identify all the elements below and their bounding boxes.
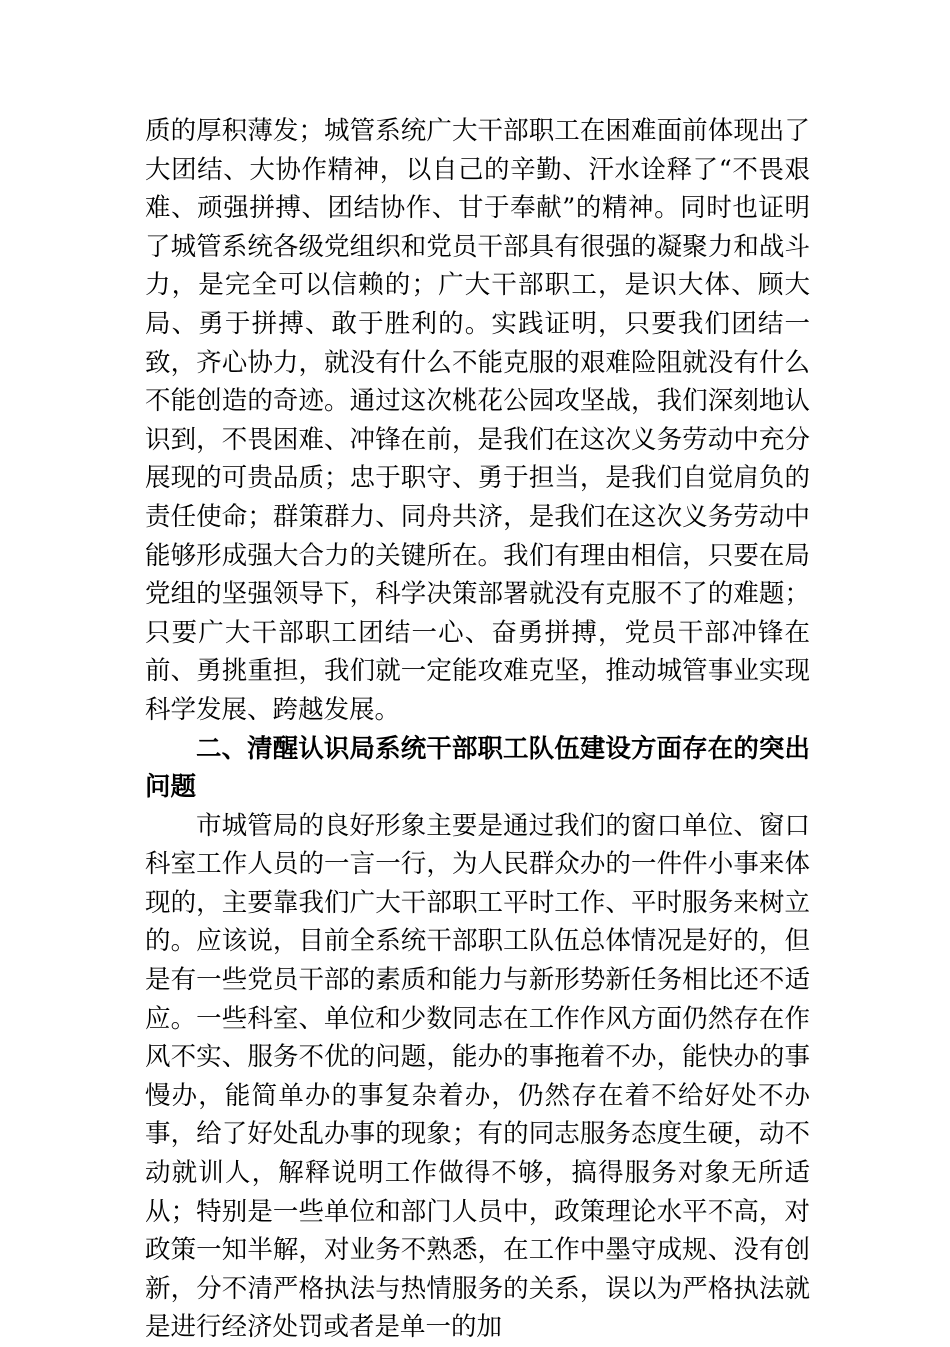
- document-page: [145, 112, 810, 1347]
- body-paragraph: 市城管局的良好形象主要是通过我们的窗口单位、窗口科室工作人员的一言一行，为人民群众办的一件件小事来体现的，主要靠我们广大干部职工平时工作、平时服务来树立的。应该说，目前全系统干部职工队伍总体情况是好的，但是有一些党员干部的素质和能力与新形势新任务相比还不适应。一些科室、单位和少数同志在工作作风方面仍然存在作风不实、服务不优的问题，能办的事拖着不办，能快办的事慢办，能简单办的事复杂着办，仍然存在着不给好处不办事，给了好处乱办事的现象；有的同志服务态度生硬，动不动就训人，解释说明工作做得不够，搞得服务对象无所适从；特别是一些单位和部门人员中，政策理论水平不高，对政策一知半解，对业务不熟悉，在工作中墨守成规、没有创新，分不清严格执法与热情服务的关系，误以为严格执法就是进行经济处罚或者是单一的加: [145, 810, 810, 1343]
- section-heading: 二、清醒认识局系统干部职工队伍建设方面存在的突出问题: [145, 733, 810, 803]
- body-paragraph-continued: 质的厚积薄发；城管系统广大干部职工在困难面前体现出了大团结、大协作精神，以自己的辛勤、汗水诠释了“不畏艰难、顽强拼搏、团结协作、甘于奉献”的精神。同时也证明了城管系统各级党组织和党员干部具有很强的凝聚力和战斗力，是完全可以信赖的；广大干部职工，是识大体、顾大局、勇于拼搏、敢于胜利的。实践证明，只要我们团结一致，齐心协力，就没有什么不能克服的艰难险阻就没有什么不能创造的奇迹。通过这次桃花公园攻坚战，我们深刻地认识到，不畏困难、冲锋在前，是我们在这次义务劳动中充分展现的可贵品质；忠于职守、勇于担当，是我们自觉肩负的责任使命；群策群力、同舟共济，是我们在这次义务劳动中能够形成强大合力的关键所在。我们有理由相信，只要在局党组的坚强领导下，科学决策部署就没有克服不了的难题；只要广大干部职工团结一心、奋勇拼搏，党员干部冲锋在前、勇挑重担，我们就一定能攻难克坚，推动城管事业实现科学发展、跨越发展。: [145, 116, 810, 725]
